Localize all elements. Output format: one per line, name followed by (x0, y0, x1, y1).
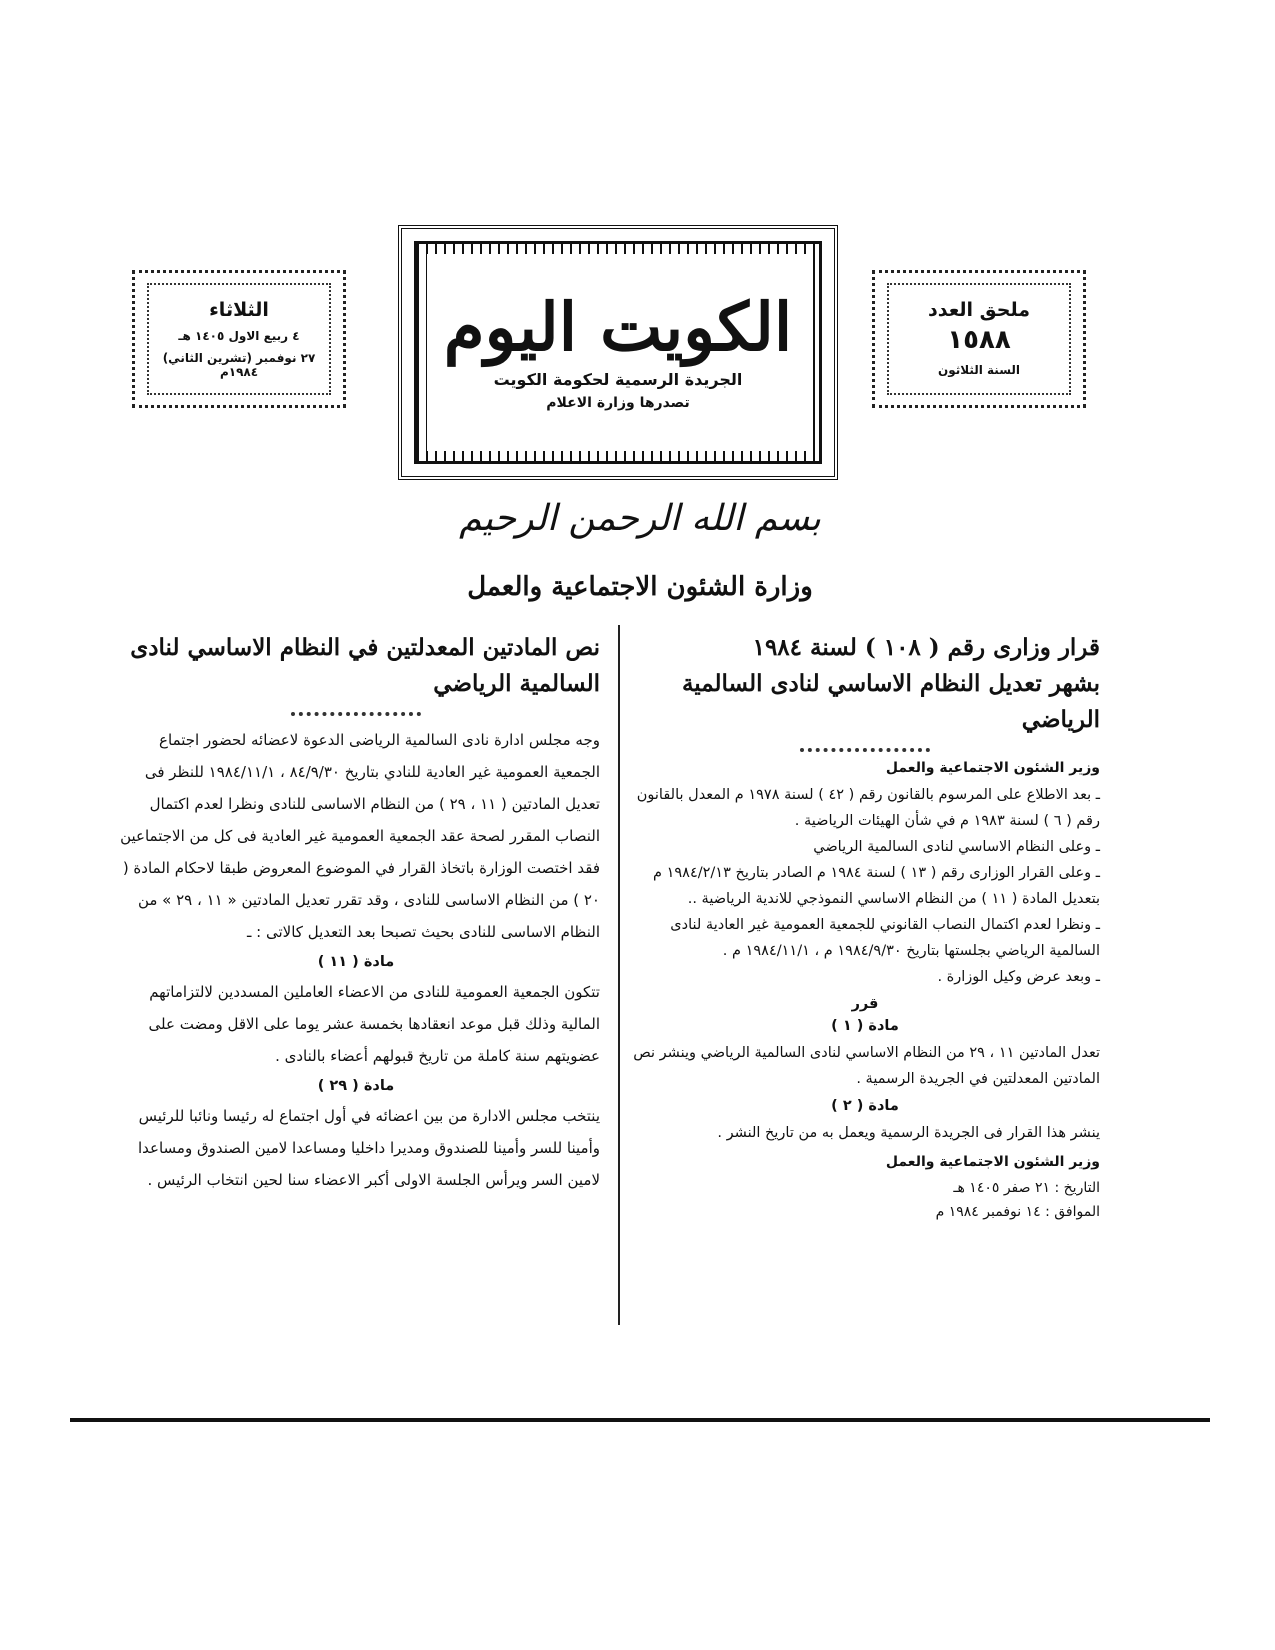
basmala: بسم الله الرحمن الرحيم (459, 498, 821, 539)
newspaper-logo: الكويت اليوم (443, 288, 793, 366)
article-2-heading: مادة ( ٢ ) (831, 1098, 899, 1114)
decision-title-line-1: قرار وزارى رقم ( ١٠٨ ) لسنة ١٩٨٤ (752, 634, 1100, 661)
masthead-border (414, 241, 822, 464)
preamble-paragraph: ـ بعد الاطلاع على المرسوم بالقانون رقم ( ٤٢ ) لسنة ١٩٧٨ م المعدل بالقانون رقم ( ٦ ) لسنة ١٩٨٣ م في شأن الهيئات الرياضية . (636, 787, 1100, 829)
articles-title-line-2: السالمية الرياضي (433, 670, 600, 697)
preamble-paragraph: ـ ونظرا لعدم اكتمال النصاب القانوني للجمعية العمومية غير العادية لنادى السالمية الرياضي بجلستها بتاريخ ١٩٨٤/٩/٣٠ م ، ١٩٨٤/١١/١ م . (670, 917, 1100, 959)
masthead-publisher: تصدرها وزارة الاعلام (546, 395, 690, 411)
article-29-text: ينتخب مجلس الادارة من بين اعضائه في أول اجتماع له رئيسا ونائبا للرئيس وأمينا للسر وأمينا للصندوق ومديرا داخليا ومساعدا لامين الصندوق ومساعدا لامين السر ويرأس الجلسة الاولى أكبر الاعضاء سنا لحين انتخاب الرئيس . (137, 1107, 600, 1189)
decision-title-line-3: الرياضي (1021, 706, 1100, 733)
minister-heading: وزير الشئون الاجتماعية والعمل (885, 760, 1100, 776)
article-29-heading: مادة ( ٢٩ ) (317, 1078, 395, 1094)
preamble-paragraph: ـ وعلى القرار الوزارى رقم ( ١٣ ) لسنة ١٩٨٤ م الصادر بتاريخ ١٩٨٤/٢/١٣ م بتعديل المادة ( ١١ ) من النظام الاساسي النموذجي للاندية الرياضية .. (653, 865, 1100, 907)
issue-number: ١٥٨٨ (947, 325, 1011, 355)
issue-date-box (132, 270, 346, 408)
masthead (398, 225, 838, 480)
decision-title-line-2: بشهر تعديل النظام الاساسي لنادى السالمية (681, 670, 1100, 697)
decision-heading: قرر (851, 996, 879, 1012)
article-11-heading: مادة ( ١١ ) (317, 954, 395, 970)
articles-title-line-1: نص المادتين المعدلتين في النظام الاساسي لنادى (130, 634, 600, 661)
column-divider (618, 625, 620, 1325)
issue-day: الثلاثاء (209, 299, 269, 321)
issue-label: ملحق العدد (927, 299, 1031, 321)
minister-signature: وزير الشئون الاجتماعية والعمل (885, 1154, 1100, 1170)
issue-year: السنة الثلاثون (937, 363, 1021, 377)
bottom-rule (70, 1418, 1210, 1422)
dotted-separator (291, 712, 421, 716)
article-11-text: تتكون الجمعية العمومية للنادى من الاعضاء العاملين المسددين لالتزاماتهم المالية وذلك قبل موعد انعقادها بخمسة عشر يوما على الاقل ومضت على عضويتهم سنة كاملة من تاريخ قبولهم أعضاء بالنادى . (148, 983, 600, 1065)
issue-date-hijri: ٤ ربيع الاول ١٤٠٥ هـ (178, 329, 300, 343)
preamble-paragraph: ـ وعلى النظام الاساسي لنادى السالمية الرياضي (813, 839, 1100, 855)
decision-date-gregorian: الموافق : ١٤ نوفمبر ١٩٨٤ م (935, 1204, 1100, 1220)
masthead-subtitle: الجريدة الرسمية لحكومة الكويت (493, 370, 743, 389)
article-1-heading: مادة ( ١ ) (831, 1018, 899, 1034)
issue-number-box (872, 270, 1086, 408)
ministry-heading: وزارة الشئون الاجتماعية والعمل (467, 572, 813, 602)
decision-column (630, 630, 1100, 1224)
preamble-paragraph: ـ وبعد عرض وكيل الوزارة . (937, 969, 1100, 985)
articles-intro: وجه مجلس ادارة نادى السالمية الرياضى الدعوة لاعضائه لحضور اجتماع الجمعية العمومية غير العادية للنادي بتاريخ ٨٤/٩/٣٠ ، ١٩٨٤/١١/١ للنظر فى تعديل المادتين ( ١١ ، ٢٩ ) من النظام الاساسى للنادى ونظرا لعدم اكتمال النصاب المقرر لصحة عقد الجمعية العمومية غير العادية فى كل من الاجتماعين فقد اختصت الوزارة باتخاذ القرار في الموضوع المعروض طبقا لاحكام المادة ( ٢٠ ) من النظام الاساسى للنادى ، وقد تقرر تعديل المادتين « ١١ ، ٢٩ » من النظام الاساسى للنادى بحيث تصبحا بعد التعديل كالاتى : ـ (120, 731, 600, 941)
issue-date-gregorian: ٢٧ نوفمبر (تشرين الثاني) ١٩٨٤م (162, 351, 316, 379)
dotted-separator (800, 748, 930, 752)
article-2-text: ينشر هذا القرار فى الجريدة الرسمية ويعمل به من تاريخ النشر . (717, 1125, 1100, 1141)
decision-date-hijri: التاريخ : ٢١ صفر ١٤٠٥ هـ (953, 1180, 1100, 1196)
amended-articles-column (112, 630, 600, 1196)
article-1-text: تعدل المادتين ١١ ، ٢٩ من النظام الاساسي لنادى السالمية الرياضي وينشر نص المادتين المعدلتين في الجريدة الرسمية . (633, 1045, 1100, 1087)
